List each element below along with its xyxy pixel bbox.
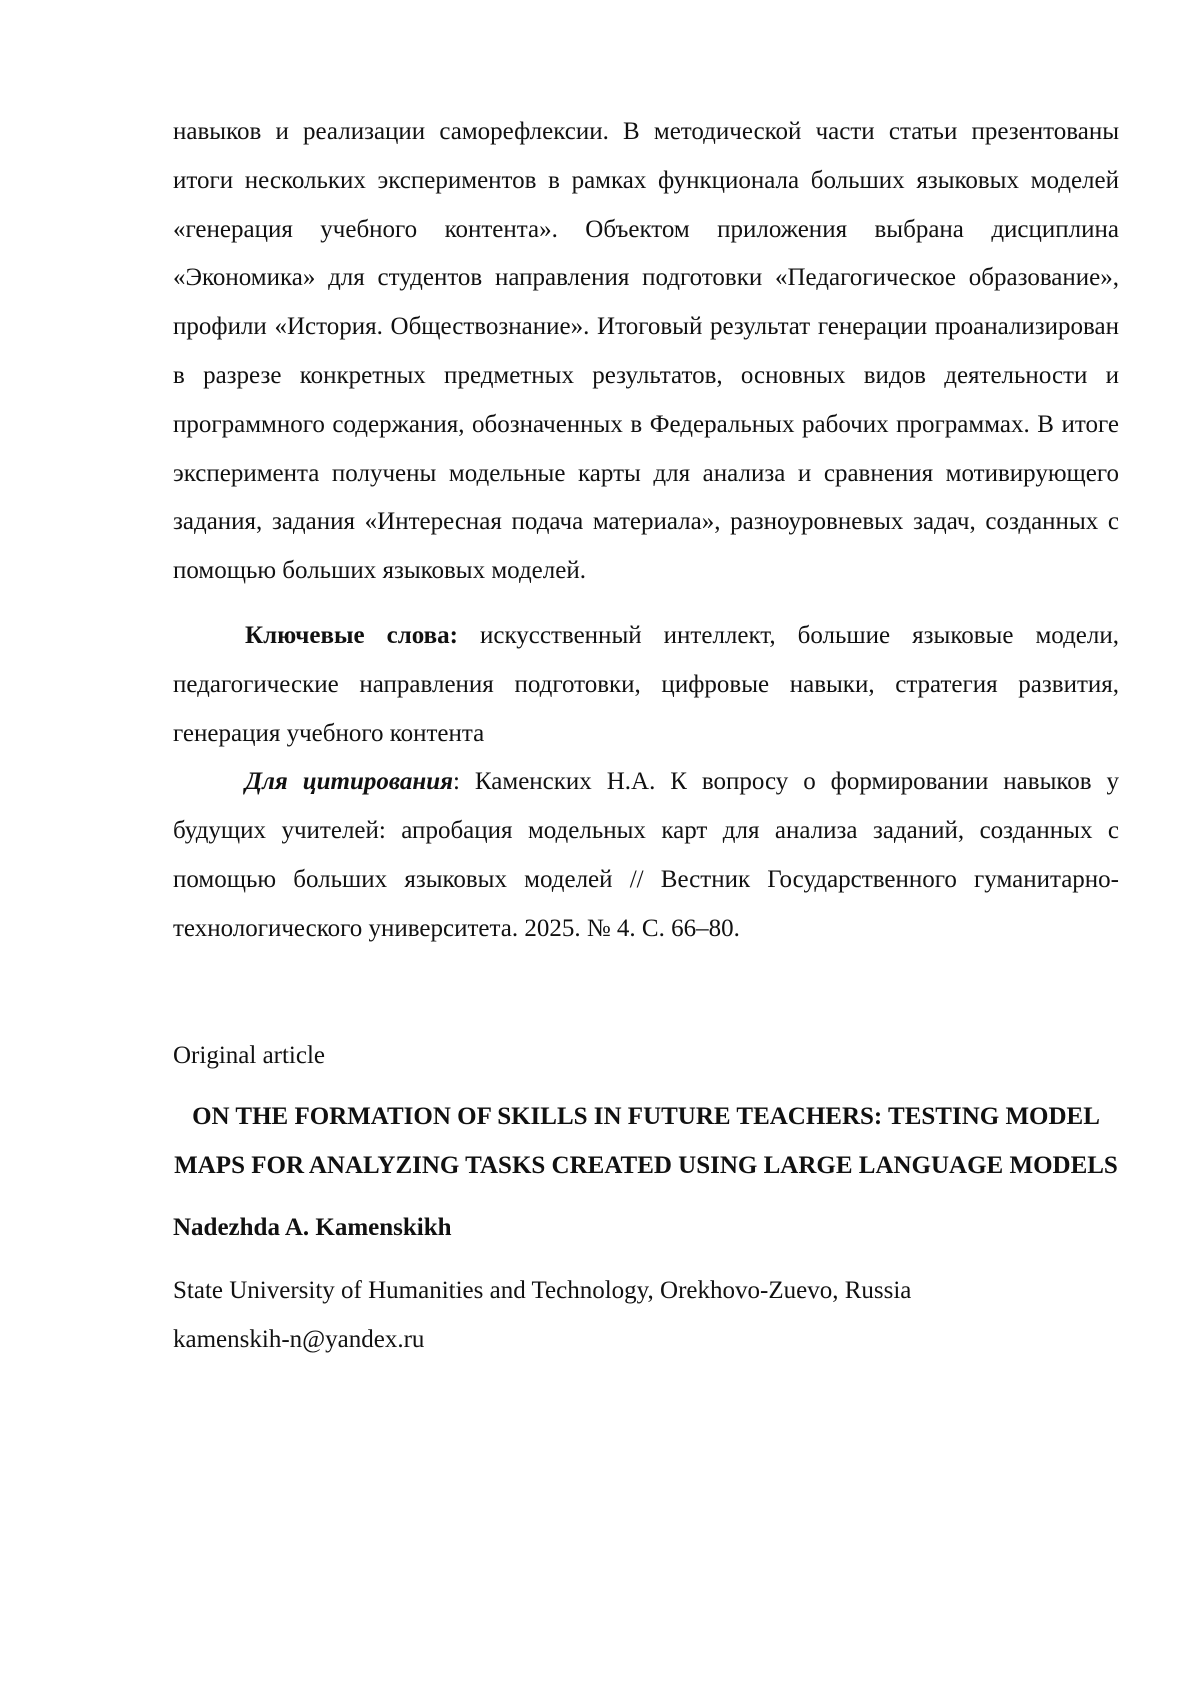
keywords-label: Ключевые слова: xyxy=(245,621,458,649)
keywords-paragraph xyxy=(173,612,1119,758)
article-type: Original article xyxy=(173,1041,326,1069)
page-content xyxy=(173,108,1119,1364)
author-name: Nadezhda A. Kamenskikh xyxy=(173,1213,452,1241)
citation-label: Для цитирования xyxy=(245,768,454,796)
citation-paragraph xyxy=(173,758,1119,953)
keywords-text: искусственный интеллект, большие языковые модели, педагогические направления подготовки, цифровые навыки, стратегия развития, генерация учебного контента xyxy=(173,621,1119,747)
author-affiliation: State University of Humanities and Technology, Orekhovo-Zuevo, Russia xyxy=(173,1276,912,1304)
author-email: kamenskih-n@yandex.ru xyxy=(173,1325,425,1353)
english-title: ON THE FORMATION OF SKILLS IN FUTURE TEACHERS: TESTING MODEL MAPS FOR ANALYZING TASKS CREATED USING LARGE LANGUAGE MODELS xyxy=(174,1103,1118,1180)
citation-text: : Каменских Н.А. К вопросу о формировании навыков у будущих учителей: апробация модельных карт для анализа заданий, созданных с помощью больших языковых моделей // Вестник Государственного гуманитарно-технологического университета. 2025. № 4. С. 66–80. xyxy=(173,768,1119,942)
abstract-paragraph: навыков и реализации саморефлексии. В методической части статьи презентованы итоги нескольких экспериментов в рамках функционала больших языковых моделей «генерация учебного контента». Объектом приложения выбрана дисциплина «Экономика» для студентов направления подготовки «Педагогическое образование», профили «История. Обществознание». Итоговый результат генерации проанализирован в разрезе конкретных предметных результатов, основных видов деятельности и программного содержания, обозначенных в Федеральных рабочих программах. В итоге эксперимента получены модельные карты для анализа и сравнения мотивирующего задания, задания «Интересная подача материала», разноуровневых задач, созданных с помощью больших языковых моделей. xyxy=(173,118,1119,585)
